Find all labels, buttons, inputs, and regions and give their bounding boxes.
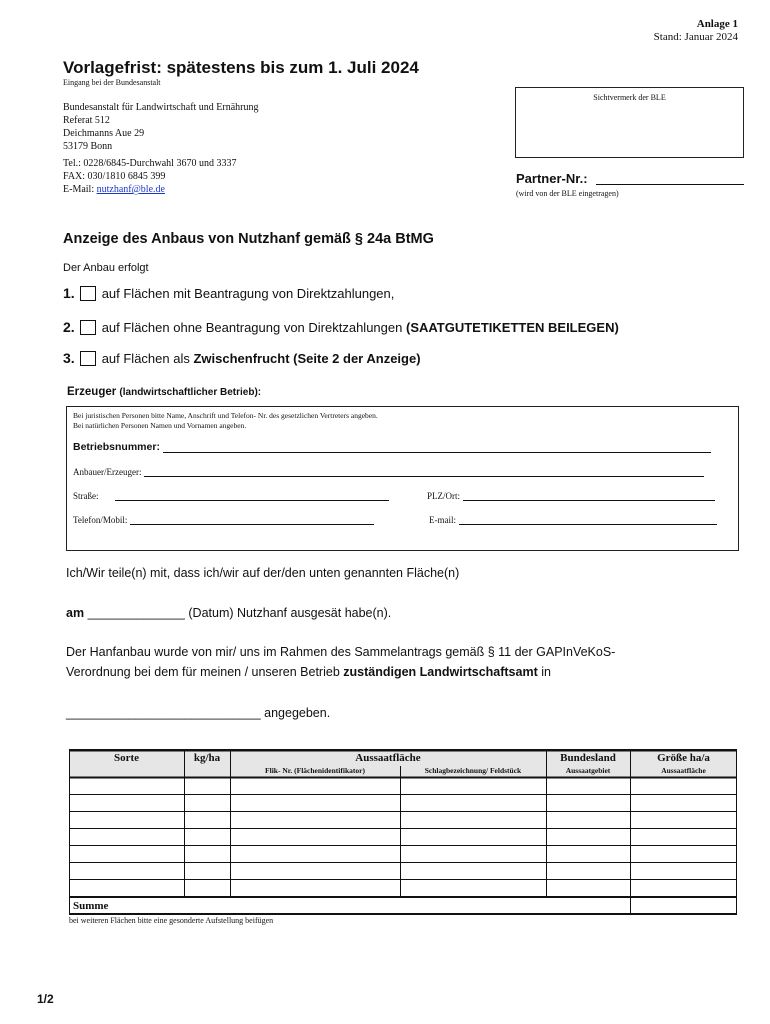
fields-table <box>69 749 737 915</box>
statement-emphasis: zuständigen Landwirtschaftsamt <box>343 665 538 679</box>
address-line: Bundesanstalt für Landwirtschaft und Ernährung <box>63 102 259 113</box>
phone-line: Tel.: 0228/6845-Durchwahl 3670 und 3337 <box>63 158 237 169</box>
deadline-title: Vorlagefrist: spätestens bis zum 1. Juli 2024 <box>63 58 419 77</box>
zip-city-label: PLZ/Ort: <box>427 491 460 501</box>
ble-notation-box <box>515 87 744 158</box>
phone-label: Telefon/Mobil: <box>73 515 128 525</box>
partner-number-note: (wird von der BLE eingetragen) <box>516 189 619 198</box>
zip-city-row <box>427 491 715 501</box>
option-text: auf Flächen ohne Beantragung von Direktzahlungen <box>101 319 403 335</box>
option-no-direct-payments <box>63 319 619 335</box>
option-catch-crop <box>63 350 421 366</box>
option-number: 1. <box>63 285 75 301</box>
table-footnote: bei weiteren Flächen bitte eine gesonderte Aufstellung beifügen <box>69 916 274 925</box>
statement-line-3 <box>66 665 551 679</box>
partner-number-field[interactable] <box>596 184 744 185</box>
address-line: 53179 Bonn <box>63 141 113 152</box>
email-field[interactable] <box>459 515 717 525</box>
statement-text: in <box>537 665 551 679</box>
grower-field[interactable] <box>144 467 704 477</box>
producer-subtitle: (landwirtschaftlicher Betrieb): <box>119 387 262 398</box>
option-number: 3. <box>63 350 75 366</box>
version-date: Stand: Januar 2024 <box>653 31 738 43</box>
statement-line-1: Ich/Wir teile(n) mit, dass ich/wir auf der/den unten genannten Fläche(n) <box>66 566 460 580</box>
sowing-date-field[interactable]: ______________ <box>87 606 185 620</box>
recipient-address <box>63 101 259 153</box>
grower-label: Anbauer/Erzeuger: <box>73 467 142 477</box>
zip-city-field[interactable] <box>463 491 715 501</box>
statement-text: Verordnung bei dem für meinen / unseren Betrieb <box>66 665 344 679</box>
form-title: Anzeige des Anbaus von Nutzhanf gemäß § 24a BtMG <box>63 231 434 247</box>
producer-section-title <box>67 386 261 398</box>
sowing-date-text: (Datum) Nutzhanf ausgesät habe(n). <box>188 606 392 620</box>
option-emphasis: Zwischenfrucht (Seite 2 der Anzeige) <box>193 350 421 366</box>
option-direct-payments <box>63 285 394 301</box>
farm-number-field[interactable] <box>163 443 711 453</box>
option-emphasis: (SAATGUTETIKETTEN BEILEGEN) <box>405 319 619 335</box>
office-field[interactable]: ____________________________ <box>66 706 261 720</box>
sowing-date-line <box>66 606 391 620</box>
annex-label: Anlage 1 <box>696 18 738 30</box>
street-label: Straße: <box>73 491 99 501</box>
option-3-checkbox[interactable] <box>80 351 96 366</box>
option-1-checkbox[interactable] <box>80 286 96 301</box>
option-text: auf Flächen mit Beantragung von Direktzahlungen, <box>101 285 395 301</box>
received-stamp-label: Eingang bei der Bundesanstalt <box>63 78 161 87</box>
option-text: auf Flächen als <box>101 350 190 366</box>
address-line: Referat 512 <box>63 115 110 126</box>
email-link[interactable]: nutzhanf@ble.de <box>96 184 165 195</box>
phone-field[interactable] <box>130 515 374 525</box>
email-line <box>63 183 236 196</box>
ble-notation-label: Sichtvermerk der BLE <box>593 93 666 102</box>
subcol-sowing-region: Aussaatgebiet <box>565 766 611 775</box>
option-number: 2. <box>63 319 75 335</box>
subcol-sowing-size: Aussaatfläche <box>661 766 706 775</box>
email-field-label: E-mail: <box>429 515 456 525</box>
sowing-date-label: am <box>66 606 85 620</box>
cultivation-intro: Der Anbau erfolgt <box>63 262 149 274</box>
office-text: angegeben. <box>264 706 331 720</box>
street-field[interactable] <box>115 491 389 501</box>
farm-number-row <box>73 441 711 453</box>
col-variety: Sorte <box>113 752 140 764</box>
office-line <box>66 706 330 720</box>
col-state: Bundesland <box>560 752 616 764</box>
option-2-checkbox[interactable] <box>80 320 96 335</box>
street-row <box>73 491 389 501</box>
col-kg-per-ha: kg/ha <box>193 752 221 764</box>
email-row <box>429 515 717 525</box>
email-label: E-Mail: <box>63 184 97 195</box>
grower-row <box>73 467 704 477</box>
page-number: 1/2 <box>37 992 54 1006</box>
producer-box <box>66 406 739 551</box>
sum-label: Summe <box>73 900 109 912</box>
subcol-flik: Flik- Nr. (Flächenidentifikator) <box>265 766 365 775</box>
col-size: Größe ha/a <box>657 752 710 764</box>
fax-line: FAX: 030/1810 6845 399 <box>63 171 166 182</box>
hint-legal-persons: Bei juristischen Personen bitte Name, Anschrift und Telefon- Nr. des gesetzlichen Vertreters angeben. <box>73 411 378 420</box>
phone-row <box>73 515 374 525</box>
col-sowing-area: Aussaatfläche <box>355 752 421 764</box>
hint-natural-persons: Bei natürlichen Personen Namen und Vornamen angeben. <box>73 421 247 430</box>
contact-info <box>63 157 236 196</box>
producer-title: Erzeuger <box>67 386 117 398</box>
address-line: Deichmanns Aue 29 <box>63 128 145 139</box>
farm-number-label: Betriebsnummer: <box>73 441 160 453</box>
partner-number-label: Partner-Nr.: <box>516 171 588 186</box>
statement-line-2: Der Hanfanbau wurde von mir/ uns im Rahmen des Sammelantrags gemäß § 11 der GAPInVeKoS- <box>66 645 616 659</box>
subcol-field-name: Schlagbezeichnung/ Feldstück <box>424 766 522 775</box>
